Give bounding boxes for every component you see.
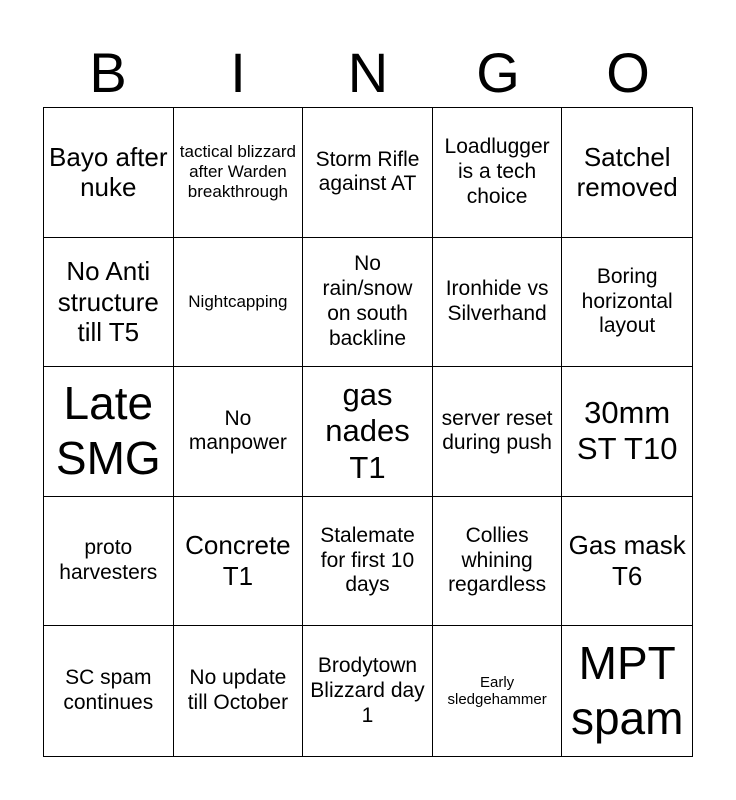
bingo-board xyxy=(43,107,693,757)
bingo-cell-r5c4[interactable]: Early sledgehammer xyxy=(433,626,563,756)
bingo-cell-r3c4[interactable]: server reset during push xyxy=(433,367,563,497)
bingo-cell-r5c5[interactable]: MPT spam xyxy=(570,637,684,745)
bingo-cell-r4c2[interactable]: Concrete T1 xyxy=(174,497,304,627)
header-letter-b: B xyxy=(89,41,127,104)
bingo-cell-r3c5[interactable]: 30mm ST T10 xyxy=(562,367,692,497)
bingo-cell-r2c1[interactable]: No Anti structure till T5 xyxy=(44,238,174,368)
bingo-cell-r2c2[interactable]: Nightcapping xyxy=(174,238,304,368)
bingo-header xyxy=(43,40,693,106)
bingo-cell-r3c2[interactable]: No manpower xyxy=(174,367,304,497)
bingo-cell-r1c2[interactable]: tactical blizzard after Warden breakthrough xyxy=(174,108,304,238)
bingo-cell-r4c1[interactable]: proto harvesters xyxy=(44,497,174,627)
header-letter-o: O xyxy=(606,41,650,104)
header-letter-g: G xyxy=(476,41,520,104)
bingo-cell-r2c4[interactable]: Ironhide vs Silverhand xyxy=(433,238,563,368)
header-letter-n: N xyxy=(347,41,389,104)
bingo-cell-r5c1[interactable]: SC spam continues xyxy=(44,626,174,756)
bingo-cell-r3c1[interactable]: Late SMG xyxy=(44,367,174,497)
bingo-cell-r4c4[interactable]: Collies whining regardless xyxy=(433,497,563,627)
bingo-cell-r5c2[interactable]: No update till October xyxy=(174,626,304,756)
bingo-cell-r3c3[interactable]: gas nades T1 xyxy=(303,367,433,497)
header-letter-i: I xyxy=(230,41,246,104)
bingo-cell-r1c4[interactable]: Loadlugger is a tech choice xyxy=(433,108,563,238)
bingo-cell-r5c3[interactable]: Brodytown Blizzard day 1 xyxy=(303,626,433,756)
bingo-cell-r1c1[interactable]: Bayo after nuke xyxy=(44,108,174,238)
bingo-cell-r4c3[interactable]: Stalemate for first 10 days xyxy=(303,497,433,627)
bingo-cell-r1c3[interactable]: Storm Rifle against AT xyxy=(303,108,433,238)
bingo-cell-r2c5[interactable]: Boring horizontal layout xyxy=(562,238,692,368)
bingo-cell-r1c5[interactable]: Satchel removed xyxy=(562,108,692,238)
bingo-cell-r2c3[interactable]: No rain/snow on south backline xyxy=(303,238,433,368)
bingo-cell-r4c5[interactable]: Gas mask T6 xyxy=(562,497,692,627)
